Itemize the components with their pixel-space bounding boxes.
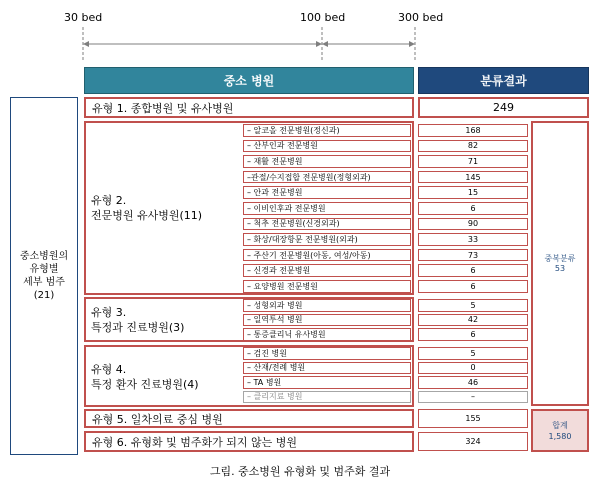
subitem-label: – 산부인과 전문병원 bbox=[243, 140, 411, 153]
subitem-value: 5 bbox=[418, 347, 528, 360]
subitem-label: – 화상/대장항문 전문병원(외과) bbox=[243, 233, 411, 246]
type-2-label: 유형 2. 전문병원 유사병원(11) bbox=[91, 194, 203, 222]
subitem-value: 71 bbox=[418, 155, 528, 168]
subitem-value: 46 bbox=[418, 376, 528, 389]
figure-caption: 그림. 중소병원 유형화 및 범주화 결과 bbox=[209, 465, 391, 478]
subitem-label: – 통증클리닉 유사병원 bbox=[243, 328, 411, 341]
scale-arrows bbox=[0, 0, 600, 70]
subitem-value: 168 bbox=[418, 124, 528, 137]
subitem-label: – 이비인후과 전문병원 bbox=[243, 202, 411, 215]
subitem-label: – 성형외과 병원 bbox=[243, 299, 411, 312]
subitem-label: – 신경과 전문병원 bbox=[243, 264, 411, 277]
subitem-value: 15 bbox=[418, 186, 528, 199]
scale-label-30: 30 bed bbox=[64, 11, 103, 24]
scale-label-300: 300 bed bbox=[398, 11, 444, 24]
subitem-label: – 알코올 전문병원(정신과) bbox=[243, 124, 411, 137]
subitem-value: 73 bbox=[418, 249, 528, 262]
type-1-box: 유형 1. 종합병원 및 유사병원 bbox=[84, 97, 414, 118]
duplicate-count-box: 중복분류 53 bbox=[531, 121, 589, 406]
type-5-box: 유형 5. 일차의료 중심 병원 bbox=[84, 409, 414, 428]
subitem-value: 33 bbox=[418, 233, 528, 246]
subitem-value: – bbox=[418, 391, 528, 404]
type-6-box: 유형 6. 유형화 및 범주화가 되지 않는 병원 bbox=[84, 431, 414, 452]
subitem-label: – TA 병원 bbox=[243, 376, 411, 389]
subitem-label: – 주산기 전문병원(아동, 여성/아동) bbox=[243, 249, 411, 262]
scale-label-100: 100 bed bbox=[300, 11, 346, 24]
subitem-label: – 재활 전문병원 bbox=[243, 155, 411, 168]
type-1-result: 249 bbox=[418, 97, 589, 118]
subitem-label: –관절/수지접합 전문병원(정형외과) bbox=[243, 171, 411, 184]
type-6-result: 324 bbox=[418, 432, 528, 451]
subitem-value: 82 bbox=[418, 140, 528, 153]
subitem-label: – 클리지료 병원 bbox=[243, 391, 411, 404]
subitem-label: – 요양병원 전문병원 bbox=[243, 280, 411, 293]
subitem-label: – 척추 전문병원(신경외과) bbox=[243, 218, 411, 231]
subitem-value: 145 bbox=[418, 171, 528, 184]
type-5-result: 155 bbox=[418, 409, 528, 428]
type-3-label: 유형 3. 특정과 진료병원(3) bbox=[91, 306, 185, 334]
header-result: 분류결과 bbox=[418, 67, 589, 94]
subitem-value: 0 bbox=[418, 362, 528, 375]
sidebar-category-box: 중소병원의 유형별 세부 범주 (21) bbox=[10, 97, 78, 455]
subitem-value: 6 bbox=[418, 264, 528, 277]
subitem-value: 6 bbox=[418, 202, 528, 215]
subitem-value: 42 bbox=[418, 314, 528, 327]
total-box: 합계 1,580 bbox=[531, 409, 589, 452]
subitem-value: 90 bbox=[418, 218, 528, 231]
subitem-label: – 안과 전문병원 bbox=[243, 186, 411, 199]
subitem-value: 6 bbox=[418, 328, 528, 341]
subitem-value: 5 bbox=[418, 299, 528, 312]
type-4-label: 유형 4. 특정 환자 진료병원(4) bbox=[91, 363, 199, 391]
header-small-hospital: 중소 병원 bbox=[84, 67, 414, 94]
subitem-label: – 일역투석 병원 bbox=[243, 314, 411, 327]
subitem-label: – 산재/전례 병원 bbox=[243, 362, 411, 375]
subitem-label: – 검진 병원 bbox=[243, 347, 411, 360]
subitem-value: 6 bbox=[418, 280, 528, 293]
